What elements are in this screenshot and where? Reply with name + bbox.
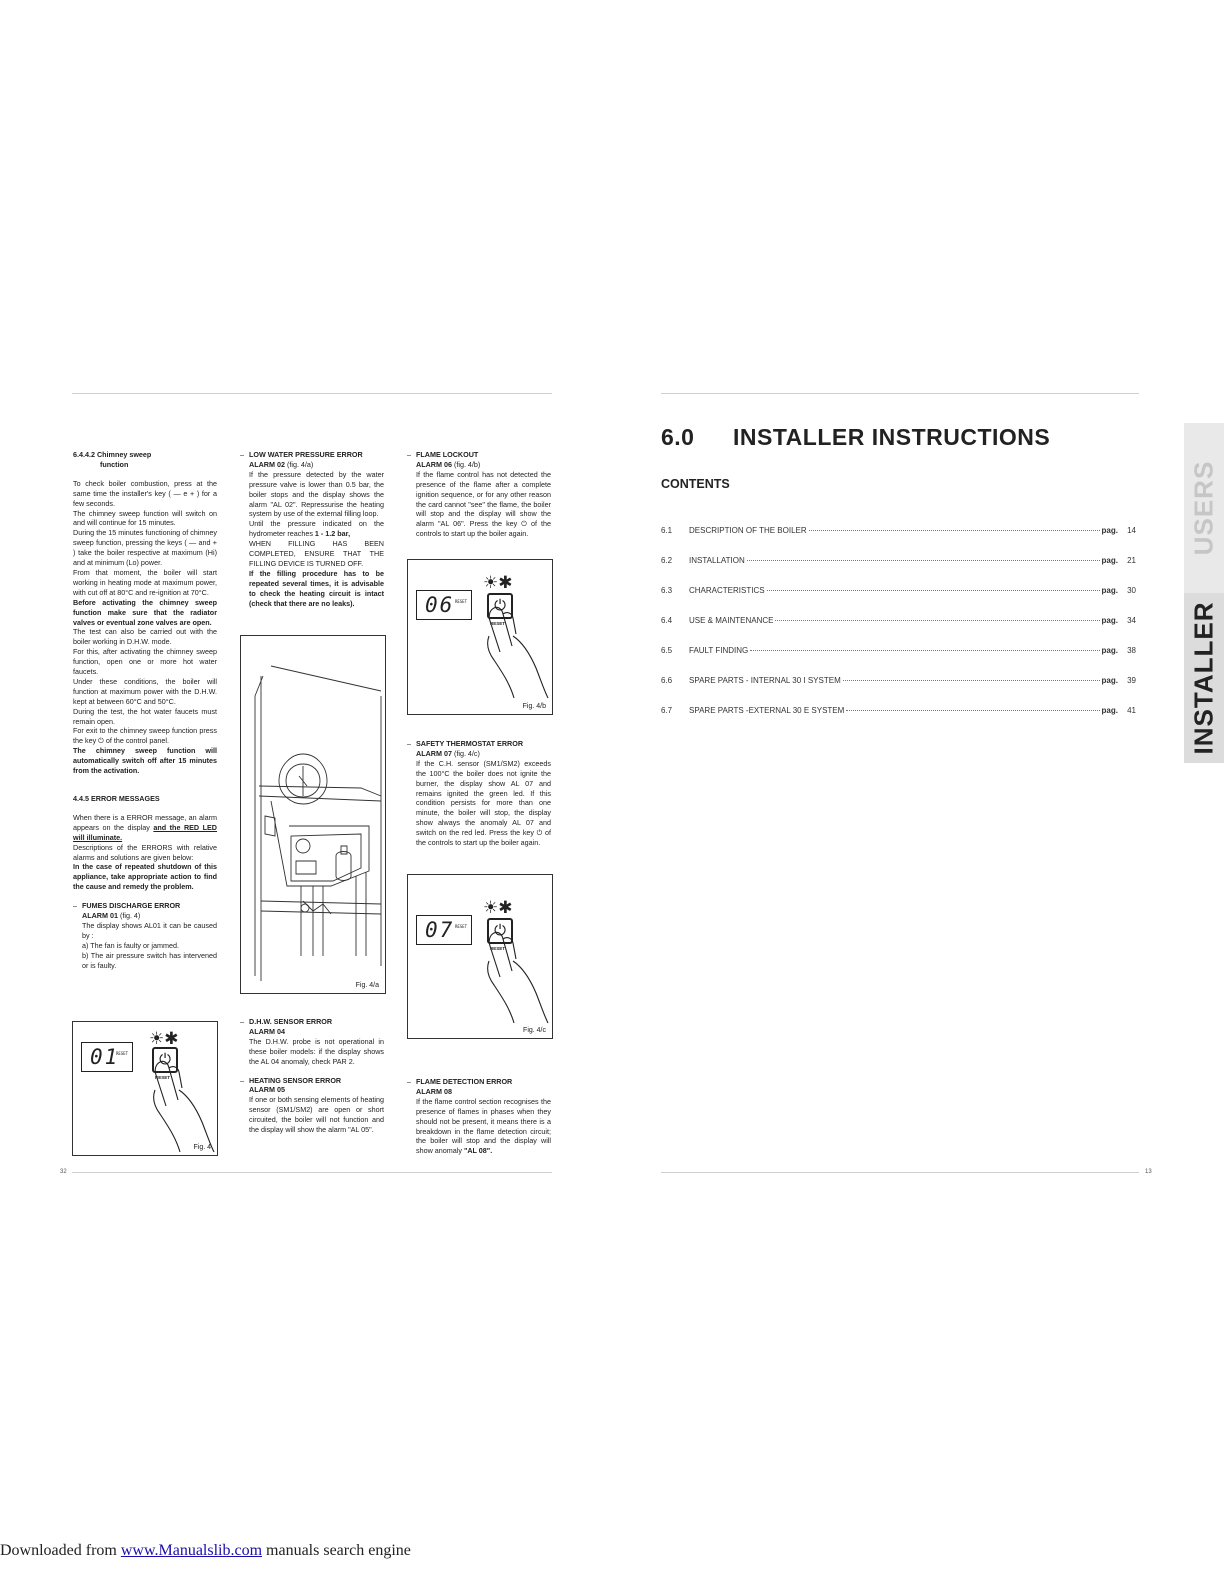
chimney-p6: The test can also be carried out with the boiler working in D.H.W. mode. [73, 627, 217, 647]
toc-leader [843, 679, 1100, 681]
toc-number: 6.2 [661, 556, 673, 565]
heating-text: If one or both sensing elements of heating sensor (SM1/SM2) are open or short circuited, the boiler will not function and the display will show the alarm "AL 05". [249, 1095, 384, 1135]
hand-icon [482, 606, 552, 700]
title-text: INSTALLER INSTRUCTIONS [733, 424, 1051, 450]
fumes-cause-b: b) The air pressure switch has intervened or is faulty. [82, 950, 217, 970]
fumes-text: The display shows AL01 it can be caused by : [82, 920, 217, 940]
low-water-block: – LOW WATER PRESSURE ERROR ALARM 02 (fig. 4/a) If the pressure detected by the water pressure valve is lower than 0.5 bar, the boiler stops and the display shows the alarm "AL 02". Repressurise the heating system by use of the external filling loop. Until the pressure indicated on the hydrometer reaches 1 - 1.2 bar, WHEN FILLING HAS BEEN COMPLETED, ENSURE THAT THE FILLING DEVICE IS TURNED OFF. If the filling procedure has to be repeated several times, it is advisable to check the heating circuit is intact (check that there are no leaks). [240, 450, 384, 608]
sun-icon: ☀✱ [483, 573, 513, 592]
toc-leader [775, 619, 1099, 621]
tab-users-label: USERS [1188, 460, 1219, 556]
figure-4b [407, 559, 553, 715]
toc-pag: pag. [1101, 526, 1118, 535]
error-p2: Descriptions of the ERRORS with relative alarms and solutions are given below: [73, 842, 217, 862]
tab-installer[interactable] [1184, 593, 1224, 763]
toc-number: 6.1 [661, 526, 673, 535]
toc-leader [747, 559, 1100, 561]
toc-leader [750, 649, 1099, 651]
fig-4b-caption: Fig. 4/b [522, 703, 546, 710]
safety-text: If the C.H. sensor (SM1/SM2) exceeds the 100°C the boiler does not ignite the burner, the display show AL 07 and remains ignited the green led. If this condition persists for more than one minute, the boiler will stop, the display show always the anomaly AL 07 and switch on the red led. Press the key ⏻ of the controls to start up the boiler again. [416, 758, 551, 848]
title-number: 6.0 [661, 424, 695, 450]
low-water-p1: If the pressure detected by the water pressure valve is lower than 0.5 bar, the boiler stops and the display shows the alarm "AL 02". Repressurise the heating system by use of the external filling loop. [249, 469, 384, 519]
toc-pag: pag. [1101, 556, 1118, 565]
toc-label: DESCRIPTION OF THE BOILER [689, 526, 807, 535]
toc-row[interactable] [661, 586, 1136, 595]
toc-page-number: 14 [1127, 526, 1136, 535]
chimney-p3: During the 15 minutes functioning of chimney sweep function, pressing the keys ( — and + ) take the boiler respective at maximum (Hi) and at minimum (Lo) power. [73, 528, 217, 568]
left-column-2 [240, 450, 384, 609]
error-p3: In the case of repeated shutdown of this appliance, take appropriate action to find the cause and remedy the problem. [73, 862, 217, 892]
toc-label: USE & MAINTENANCE [689, 616, 774, 625]
toc-pag: pag. [1101, 676, 1118, 685]
toc-number: 6.7 [661, 706, 673, 715]
toc-row[interactable] [661, 646, 1136, 655]
toc-label: SPARE PARTS - INTERNAL 30 I SYSTEM [689, 676, 841, 685]
fumes-title: FUMES DISCHARGE ERROR [82, 901, 181, 911]
right-top-rule [661, 393, 1139, 394]
display-07: 07 RESET [416, 915, 472, 945]
toc-row[interactable] [661, 706, 1136, 715]
flame-lockout-text: If the flame control has not detected the presence of the flame after a complete ignition sequence, or for any other reason the card cannot "see" the flame, the boiler will stop and the display will show the alarm "AL 06". Press the key ⏻ of the controls to start up the boiler again. [416, 469, 551, 539]
left-column-3 [407, 450, 551, 539]
figure-4a [240, 635, 386, 994]
right-page-number: 13 [1145, 1169, 1152, 1175]
toc-pag: pag. [1101, 586, 1118, 595]
heating-sensor-block: – HEATING SENSOR ERROR ALARM 05 If one or both sensing elements of heating sensor (SM1/SM2) are open or short circuited, the boiler will not function and the display will show the alarm "AL 05". [240, 1075, 384, 1135]
toc-leader [809, 529, 1100, 531]
figure-4 [72, 1021, 218, 1156]
toc-page-number: 38 [1127, 646, 1136, 655]
power-button-icon: ⏻ [487, 918, 513, 944]
left-page-number: 32 [60, 1169, 67, 1175]
boiler-illustration [241, 636, 385, 993]
safety-thermostat-block: – SAFETY THERMOSTAT ERROR ALARM 07 (fig. 4/c) If the C.H. sensor (SM1/SM2) exceeds the 100°C the boiler does not ignite the burner, the display show AL 07 and remains ignited the green led. If this condition persists for more than one minute, the boiler will stop, the display show always the anomaly AL 07 and switch on the red led. Press the key ⏻ of the controls to start up the boiler again. [407, 739, 551, 848]
toc-row[interactable] [661, 556, 1136, 565]
toc-label: CHARACTERISTICS [689, 586, 765, 595]
display-06: 06 RESET [416, 590, 472, 620]
fumes-error-block: – FUMES DISCHARGE ERROR ALARM 01 (fig. 4) The display shows AL01 it can be caused by : a) The fan is faulty or jammed. b) The air pressure switch has intervened or is faulty. [73, 901, 217, 970]
left-bottom-rule [72, 1172, 552, 1173]
chimney-p2: The chimney sweep function will switch on and will continue for 15 minutes. [73, 508, 217, 528]
low-water-p2: Until the pressure indicated on the hydrometer reaches 1 - 1.2 bar, [249, 519, 384, 539]
chimney-p8: Under these conditions, the boiler will function at maximum power with the D.H.W. kept at between 60°C and 50°C. [73, 676, 217, 706]
display-01: 01 RESET [81, 1042, 133, 1072]
contents-heading: CONTENTS [661, 477, 730, 491]
dhw-title: D.H.W. SENSOR ERROR [249, 1017, 333, 1026]
left-column-1 [73, 450, 217, 971]
chimney-p5: Before activating the chimney sweep function make sure that the radiator valves or eventual zone valves are open. [73, 597, 217, 627]
safety-title: SAFETY THERMOSTAT ERROR [416, 739, 524, 748]
toc-number: 6.6 [661, 676, 673, 685]
power-button-icon: ⏻ [487, 593, 513, 619]
left-top-rule [72, 393, 552, 394]
toc-leader [767, 589, 1100, 591]
flame-lockout-block: – FLAME LOCKOUT ALARM 06 (fig. 4/b) If the flame control has not detected the presence of the flame after a complete ignition sequence, or for any other reason the card cannot "see" the flame, the boiler will stop and the display will show the alarm "AL 06". Press the key ⏻ of the controls to start up the boiler again. [407, 450, 551, 539]
toc-label: INSTALLATION [689, 556, 745, 565]
fig-4-caption: Fig. 4 [193, 1144, 211, 1151]
chimney-heading: 6.4.4.2 Chimney sweep [73, 450, 152, 459]
sun-icon: ☀✱ [149, 1029, 179, 1048]
flame-detection-title: FLAME DETECTION ERROR [416, 1077, 513, 1086]
chimney-p1: To check boiler combustion, press at the same time the installer's key ( — e + ) for a few seconds. [73, 478, 217, 508]
toc-page-number: 39 [1127, 676, 1136, 685]
left-column-3-lower [407, 1077, 551, 1156]
chimney-p10: For exit to the chimney sweep function press the key ⏻ of the control panel. [73, 726, 217, 746]
flame-detection-alarm: ALARM 08 [416, 1086, 452, 1096]
flame-detection-text: If the flame control section recognises the presence of flames in phases when they should not be present, it means there is a breakdown in the flame detection circuit; the boiler will stop and the display will show anomaly "AL 08". [416, 1096, 551, 1156]
error-p1: When there is a ERROR message, an alarm appears on the display and the RED LED will illuminate. [73, 812, 218, 842]
toc-label: FAULT FINDING [689, 646, 749, 655]
chimney-p7: For this, after activating the chimney sweep function, open one or more hot water faucets. [73, 647, 217, 677]
toc-page-number: 34 [1127, 616, 1136, 625]
toc-pag: pag. [1101, 616, 1118, 625]
toc-page-number: 30 [1127, 586, 1136, 595]
flame-lockout-title: FLAME LOCKOUT [416, 450, 479, 459]
dhw-text: The D.H.W. probe is not operational in these boiler models: if the display shows the AL 04 anomaly, check PAR 2. [249, 1036, 384, 1066]
page-title [661, 424, 1050, 451]
fumes-cause-a: a) The fan is faulty or jammed. [82, 940, 179, 950]
dhw-alarm: ALARM 04 [249, 1026, 285, 1036]
toc-pag: pag. [1101, 646, 1118, 655]
chimney-heading-rest: function [100, 459, 129, 469]
low-water-p4: If the filling procedure has to be repeated several times, it is advisable to check the heating circuit is intact (check that there are no leaks). [249, 568, 384, 608]
toc-row[interactable] [661, 676, 1136, 685]
left-column-3-mid [407, 739, 551, 848]
sun-icon: ☀✱ [483, 898, 513, 917]
fig-4a-caption: Fig. 4/a [355, 982, 379, 989]
download-footer [0, 1542, 411, 1560]
flame-detection-block: – FLAME DETECTION ERROR ALARM 08 If the flame control section recognises the presence of flames in phases when they should not be present, it means there is a breakdown in the flame detection circuit; the boiler will stop and the display will show anomaly "AL 08". [407, 1077, 551, 1156]
fig-4c-caption: Fig. 4/c [523, 1027, 546, 1034]
toc-page-number: 41 [1127, 706, 1136, 715]
chimney-p11: The chimney sweep function will automatically switch off after 15 minutes from the activation. [73, 746, 217, 776]
chimney-p9: During the test, the hot water faucets must remain open. [73, 706, 217, 726]
reset-label: RESET [490, 621, 506, 626]
toc-pag: pag. [1101, 706, 1118, 715]
reset-label: RESET [155, 1075, 171, 1080]
footer-suffix: manuals search engine [266, 1542, 411, 1559]
hand-icon [482, 931, 552, 1025]
footer-prefix: Downloaded from [0, 1542, 117, 1559]
toc-number: 6.3 [661, 586, 673, 595]
toc-row[interactable] [661, 616, 1136, 625]
toc-number: 6.5 [661, 646, 673, 655]
heating-alarm: ALARM 05 [249, 1085, 285, 1095]
tab-users[interactable] [1184, 423, 1224, 593]
red-led-note: and the RED LED will illuminate. [73, 822, 218, 842]
right-bottom-rule [661, 1172, 1139, 1173]
dhw-sensor-block: – D.H.W. SENSOR ERROR ALARM 04 The D.H.W. probe is not operational in these boiler models: if the display shows the AL 04 anomaly, check PAR 2. [240, 1017, 384, 1066]
power-button-icon: ⏻ [152, 1047, 178, 1073]
tab-installer-label: INSTALLER [1188, 601, 1219, 755]
left-column-2-lower [240, 1017, 384, 1135]
manualslib-link[interactable]: www.Manualslib.com [120, 1542, 263, 1559]
low-water-title: LOW WATER PRESSURE ERROR [249, 450, 363, 459]
low-water-p3: WHEN FILLING HAS BEEN COMPLETED, ENSURE THAT THE FILLING DEVICE IS TURNED OFF. [249, 539, 384, 568]
toc-label: SPARE PARTS -EXTERNAL 30 E SYSTEM [689, 706, 845, 715]
hand-icon [148, 1060, 218, 1154]
toc-leader [846, 709, 1099, 711]
error-messages-heading: 4.4.5 ERROR MESSAGES [73, 794, 160, 803]
toc-row[interactable] [661, 526, 1136, 535]
figure-4c [407, 874, 553, 1039]
toc-number: 6.4 [661, 616, 673, 625]
toc-page-number: 21 [1127, 556, 1136, 565]
chimney-p4: From that moment, the boiler will start working in heating mode at maximum power, with cut off at 80°C and re-ignition at 70°C. [73, 567, 217, 597]
heating-title: HEATING SENSOR ERROR [249, 1075, 342, 1085]
reset-label: RESET [490, 946, 506, 951]
